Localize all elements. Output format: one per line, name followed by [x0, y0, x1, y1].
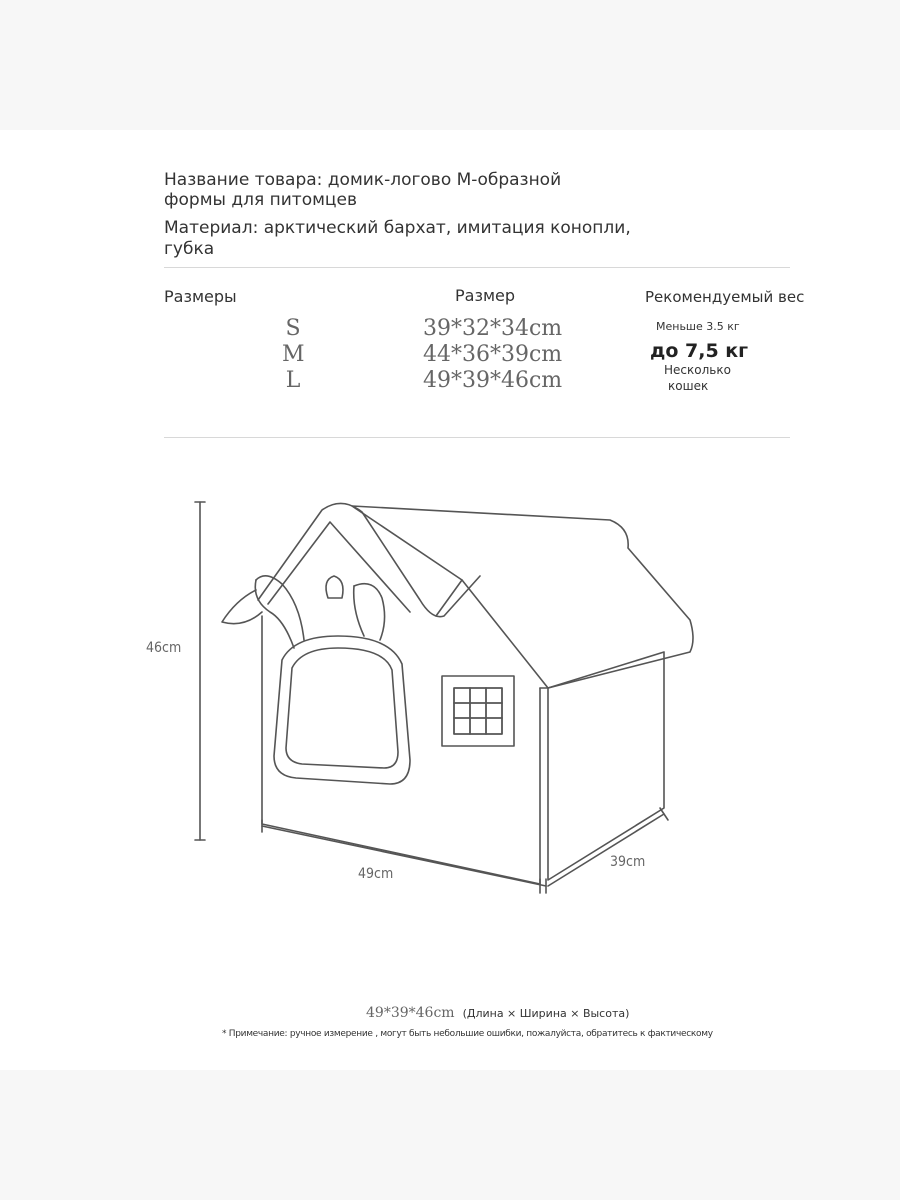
vent-hole [326, 576, 343, 598]
footer-dimensions [366, 1002, 629, 1021]
size-dims-l: 49*39*46cm [423, 368, 563, 393]
size-letter-m: M [282, 342, 305, 367]
size-letter-l: L [285, 368, 301, 393]
material-line2: губка [164, 239, 215, 259]
divider-top [164, 267, 790, 268]
product-name-line2: формы для питомцев [164, 190, 357, 210]
footer-dims-note: (Длина × Ширина × Высота) [462, 1007, 630, 1020]
product-name-line1: Название товара: домик-логово M-образной [164, 170, 562, 190]
footer-dims-value: 49*39*46cm [366, 1005, 455, 1021]
weight-l-line2: кошек [668, 379, 709, 393]
header-sizes: Размеры [164, 287, 237, 306]
door-inner [286, 648, 398, 768]
size-dims-s: 39*32*34cm [423, 316, 563, 341]
window-frame [442, 676, 514, 746]
house-diagram [0, 480, 900, 900]
length-label: 49cm [358, 866, 394, 882]
material-line1: Материал: арктический бархат, имитация конопли, [164, 218, 631, 238]
divider-bottom [164, 437, 790, 438]
window-pane [454, 688, 502, 734]
weight-s: Меньше 3.5 кг [656, 320, 740, 333]
width-label: 39cm [610, 854, 646, 870]
size-dims-m: 44*36*39cm [423, 342, 563, 367]
weight-m: до 7,5 кг [650, 340, 749, 362]
measurement-note: * Примечание: ручное измерение , могут быть небольшие ошибки, пожалуйста, обратитесь к фактическому [222, 1029, 713, 1039]
front-gable [258, 503, 480, 616]
width-dimension-line [548, 814, 664, 886]
right-ear [354, 584, 385, 640]
size-letter-s: S [285, 316, 301, 341]
weight-l-line1: Несколько [664, 363, 731, 377]
side-wall [548, 652, 664, 880]
height-label: 46cm [146, 640, 182, 656]
header-weight: Рекомендуемый вес [645, 288, 805, 306]
length-dimension-line [262, 826, 546, 886]
left-ear [255, 580, 294, 648]
header-size: Размер [455, 286, 516, 305]
back-roof [352, 506, 693, 688]
